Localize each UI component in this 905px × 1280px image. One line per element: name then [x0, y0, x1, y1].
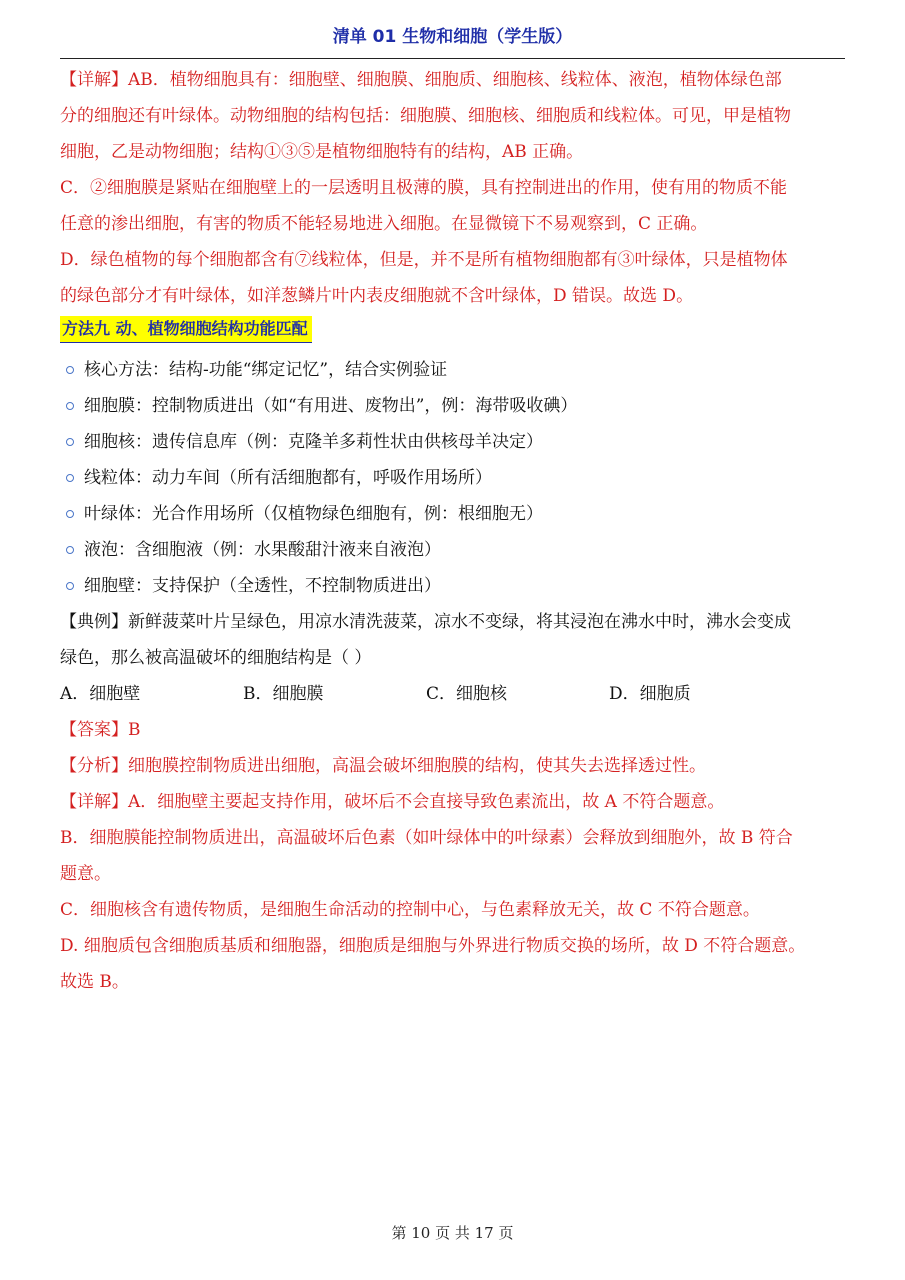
detail-line: B．细胞膜能控制物质进出，高温破坏后色素（如叶绿体中的叶绿素）会释放到细胞外，故 B 符合 — [60, 828, 793, 848]
previous-detail-block — [60, 62, 845, 314]
method-heading-wrap — [60, 316, 845, 348]
detail-line: C．细胞核含有遗传物质，是细胞生命活动的控制中心，与色素释放无关，故 C 不符合题意。 — [60, 900, 760, 920]
bullet-item — [60, 424, 845, 460]
detail-line: 【详解】A．细胞壁主要起支持作用，破坏后不会直接导致色素流出，故 A 不符合题意。 — [60, 792, 725, 812]
detail-line: C．②细胞膜是紧贴在细胞壁上的一层透明且极薄的膜，具有控制进出的作用，使有用的物质不能 — [60, 178, 788, 198]
bullet-item — [60, 352, 845, 388]
page-header-title: 清单 01 生物和细胞（学生版） — [332, 27, 573, 47]
bullet-text: 叶绿体：光合作用场所（仅植物绿色细胞有，例：根细胞无） — [84, 504, 543, 524]
bullet-item — [60, 460, 845, 496]
bullet-text: 细胞壁：支持保护（全透性，不控制物质进出） — [84, 576, 441, 596]
example-block — [60, 604, 845, 1000]
example-question-line: 绿色，那么被高温破坏的细胞结构是（ ） — [60, 648, 372, 668]
answer-line: 【答案】B — [60, 720, 141, 740]
detail-line: 任意的渗出细胞，有害的物质不能轻易地进入细胞。在显微镜下不易观察到，C 正确。 — [60, 214, 708, 234]
bullet-circle-icon — [66, 510, 74, 518]
bullet-circle-icon — [66, 582, 74, 590]
bullet-item — [60, 496, 845, 532]
option-d: D．细胞质 — [609, 684, 691, 704]
answer-options — [60, 676, 845, 712]
bullet-text: 细胞膜：控制物质进出（如“有用进、废物出”，例：海带吸收碘） — [84, 396, 578, 416]
detail-line: 故选 B。 — [60, 972, 129, 992]
option-c: C．细胞核 — [426, 684, 508, 704]
bullet-circle-icon — [66, 438, 74, 446]
bullet-circle-icon — [66, 402, 74, 410]
bullet-text: 液泡：含细胞液（例：水果酸甜汁液来自液泡） — [84, 540, 441, 560]
bullet-item — [60, 568, 845, 604]
bullet-circle-icon — [66, 474, 74, 482]
bullet-item — [60, 532, 845, 568]
detail-line: 题意。 — [60, 864, 111, 884]
bullet-text: 细胞核：遗传信息库（例：克隆羊多莉性状由供核母羊决定） — [84, 432, 543, 452]
bullet-text: 线粒体：动力车间（所有活细胞都有，呼吸作用场所） — [84, 468, 492, 488]
page-content — [60, 62, 845, 1000]
analysis-line: 【分析】细胞膜控制物质进出细胞，高温会破坏细胞膜的结构，使其失去选择透过性。 — [60, 756, 706, 776]
detail-line: 【详解】AB．植物细胞具有：细胞壁、细胞膜、细胞质、细胞核、线粒体、液泡，植物体绿色部 — [60, 70, 782, 90]
bullet-circle-icon — [66, 546, 74, 554]
detail-line: 的绿色部分才有叶绿体，如洋葱鳞片叶内表皮细胞就不含叶绿体，D 错误。故选 D。 — [60, 286, 694, 306]
detail-line: 分的细胞还有叶绿体。动物细胞的结构包括：细胞膜、细胞核、细胞质和线粒体。可见，甲是植物 — [60, 106, 791, 126]
method-bullet-list — [60, 352, 845, 604]
example-question-line: 【典例】新鲜菠菜叶片呈绿色，用凉水清洗菠菜，凉水不变绿，将其浸泡在沸水中时，沸水会变成 — [60, 612, 791, 632]
detail-line: D．绿色植物的每个细胞都含有⑦线粒体，但是，并不是所有植物细胞都有③叶绿体，只是植物体 — [60, 250, 788, 270]
detail-line: D. 细胞质包含细胞质基质和细胞器，细胞质是细胞与外界进行物质交换的场所，故 D 不符合题意。 — [60, 936, 806, 956]
bullet-circle-icon — [66, 366, 74, 374]
method-heading: 方法九 动、植物细胞结构功能匹配 — [60, 316, 312, 343]
option-a: A．细胞壁 — [60, 684, 141, 704]
header-divider — [60, 58, 845, 59]
detail-line: 细胞，乙是动物细胞；结构①③⑤是植物细胞特有的结构，AB 正确。 — [60, 142, 584, 162]
page-number: 第 10 页 共 17 页 — [391, 1224, 514, 1242]
bullet-text: 核心方法：结构-功能“绑定记忆”，结合实例验证 — [84, 360, 448, 380]
bullet-item — [60, 388, 845, 424]
option-b: B．细胞膜 — [243, 684, 324, 704]
